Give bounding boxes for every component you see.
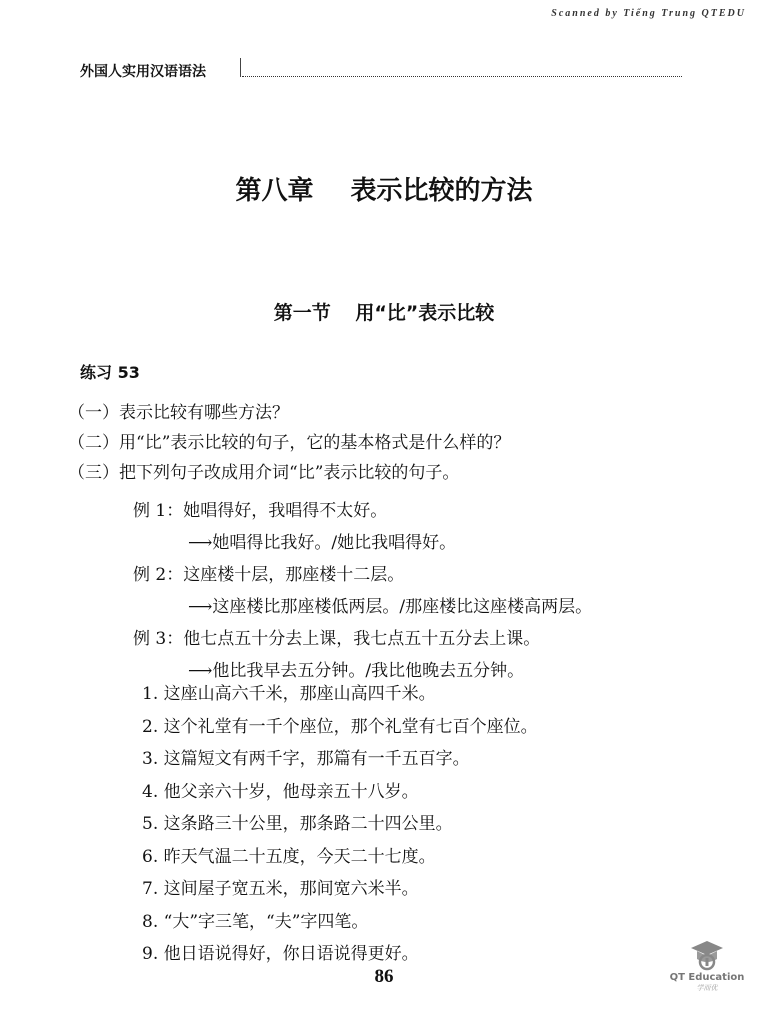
scan-credit: Scanned by Tiếng Trung QTEDU — [551, 8, 746, 19]
exercise-item: 9. 他日语说得好，你日语说得更好。 — [142, 944, 419, 964]
example-answer: ⟶他比我早去五分钟。/我比他晚去五分钟。 — [188, 661, 525, 681]
exercise-item: 1. 这座山高六千米，那座山高四千米。 — [142, 684, 436, 704]
exercise-label: 练习 53 — [80, 363, 140, 382]
exercise-item: 8. “大”字三笔，“夫”字四笔。 — [142, 911, 369, 932]
exercise-item: 6. 昨天气温二十五度，今天二十七度。 — [142, 846, 436, 867]
question-item: （二）用“比”表示比较的句子，它的基本格式是什么样的？ — [68, 433, 511, 453]
exercise-item: 3. 这篇短文有两千字，那篇有一千五百字。 — [142, 749, 470, 769]
chapter-title: 第八章 表示比较的方法 — [235, 176, 533, 206]
exercise-item: 2. 这个礼堂有一千个座位，那个礼堂有七百个座位。 — [142, 716, 538, 737]
example-list — [133, 495, 592, 687]
header-rule — [242, 76, 682, 77]
header-divider — [240, 58, 241, 77]
page-number: 86 — [374, 966, 394, 987]
question-item: （三）把下列句子改成用介词“比”表示比较的句子。 — [68, 463, 460, 483]
example-prompt: 例 1：她唱得好，我唱得不太好。 — [133, 501, 388, 521]
watermark-logo — [662, 938, 752, 993]
graduation-cap-icon — [690, 938, 724, 972]
exercise-items — [142, 678, 538, 971]
question-item: （一）表示比较有哪些方法？ — [68, 403, 289, 423]
example-prompt: 例 3：他七点五十分去上课，我七点五十五分去上课。 — [133, 629, 541, 649]
exercise-item: 7. 这间屋子宽五米，那间宽六米半。 — [142, 879, 419, 899]
exercise-item: 5. 这条路三十公里，那条路二十四公里。 — [142, 814, 453, 834]
example-answer: ⟶她唱得比我好。/她比我唱得好。 — [188, 533, 457, 553]
exercise-item: 4. 他父亲六十岁，他母亲五十八岁。 — [142, 781, 419, 802]
section-title: 第一节 用“比”表示比较 — [273, 302, 495, 324]
watermark-text: QT Education — [669, 972, 745, 983]
watermark-subtext: 学而优 — [696, 984, 718, 992]
running-head-title: 外国人实用汉语语法 — [80, 64, 206, 80]
example-answer: ⟶这座楼比那座楼低两层。/那座楼比这座楼高两层。 — [188, 597, 593, 617]
question-list — [68, 398, 510, 488]
example-prompt: 例 2：这座楼十层，那座楼十二层。 — [133, 565, 405, 585]
